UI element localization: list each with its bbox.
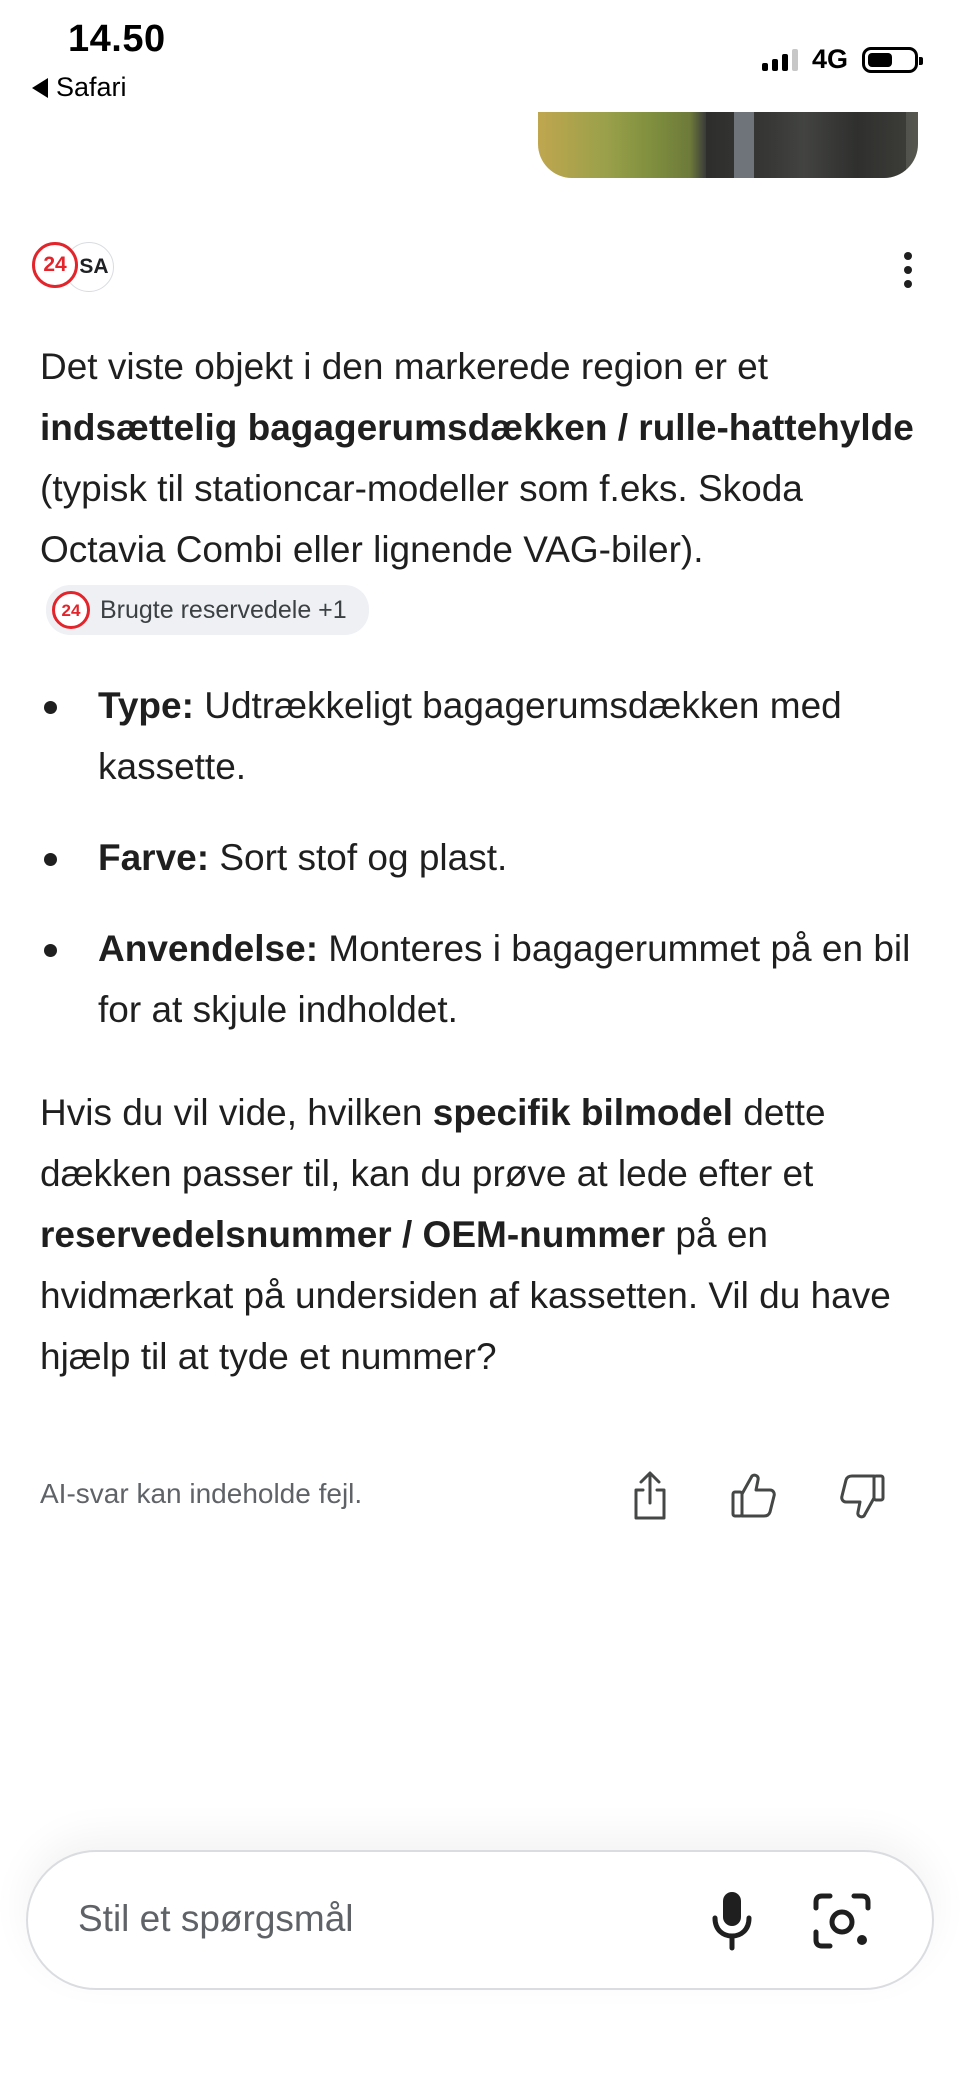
- ask-question-bar[interactable]: [26, 1850, 934, 1990]
- list-item: Anvendelse: Monteres i bagagerummet på en bil for at skjule indholdet.: [40, 918, 920, 1040]
- status-time: 14.50: [68, 18, 166, 60]
- citation-source-logo: 24: [52, 591, 90, 629]
- ask-input[interactable]: Stil et spørgsmål: [78, 1898, 354, 1939]
- camera-lens-icon[interactable]: [812, 1892, 872, 1950]
- ai-answer: [40, 336, 920, 1387]
- list-item: Type: Udtrækkeligt bagagerumsdækken med kassette.: [40, 675, 920, 797]
- citation-label: Brugte reservedele +1: [100, 596, 347, 625]
- microphone-icon[interactable]: [708, 1890, 756, 1952]
- more-options-icon[interactable]: [902, 252, 914, 288]
- share-icon[interactable]: [626, 1470, 674, 1522]
- source-avatars[interactable]: [32, 238, 122, 298]
- source-logo-sa: SA: [64, 242, 114, 292]
- list-item: Farve: Sort stof og plast.: [40, 827, 920, 888]
- object-name: indsættelig bagagerumsdækken / rulle-hattehylde: [40, 407, 914, 448]
- answer-followup: Hvis du vil vide, hvilken specifik bilmodel dette dækken passer til, kan du prøve at lede efter et reservedelsnummer / OEM-nummer på en hvidmærkat på undersiden af kassetten. Vil du have hjælp til at tyde et nummer?: [40, 1092, 891, 1377]
- details-list: [40, 675, 920, 1040]
- back-label: Safari: [56, 72, 127, 102]
- ai-disclaimer: AI-svar kan indeholde fejl.: [40, 1478, 363, 1509]
- thumbs-down-icon[interactable]: [838, 1470, 886, 1522]
- status-indicators: [762, 44, 918, 75]
- thumbs-up-icon[interactable]: [730, 1470, 778, 1522]
- back-to-safari-link[interactable]: [32, 72, 127, 103]
- battery-icon: [862, 47, 918, 73]
- query-image-thumbnail[interactable]: [538, 112, 918, 178]
- back-arrow-icon: [32, 78, 48, 98]
- network-type: 4G: [811, 44, 848, 74]
- cellular-signal-icon: [762, 49, 798, 71]
- answer-intro: Det viste objekt i den markerede region er et indsættelig bagagerumsdækken / rulle-hattehylde (typisk til stationcar-modeller som f.eks. Skoda Octavia Combi eller lignende VAG-biler). 24 Brugte reservedele +1: [40, 336, 920, 641]
- citation-chip[interactable]: [46, 585, 369, 635]
- source-logo-24: 24: [32, 242, 78, 288]
